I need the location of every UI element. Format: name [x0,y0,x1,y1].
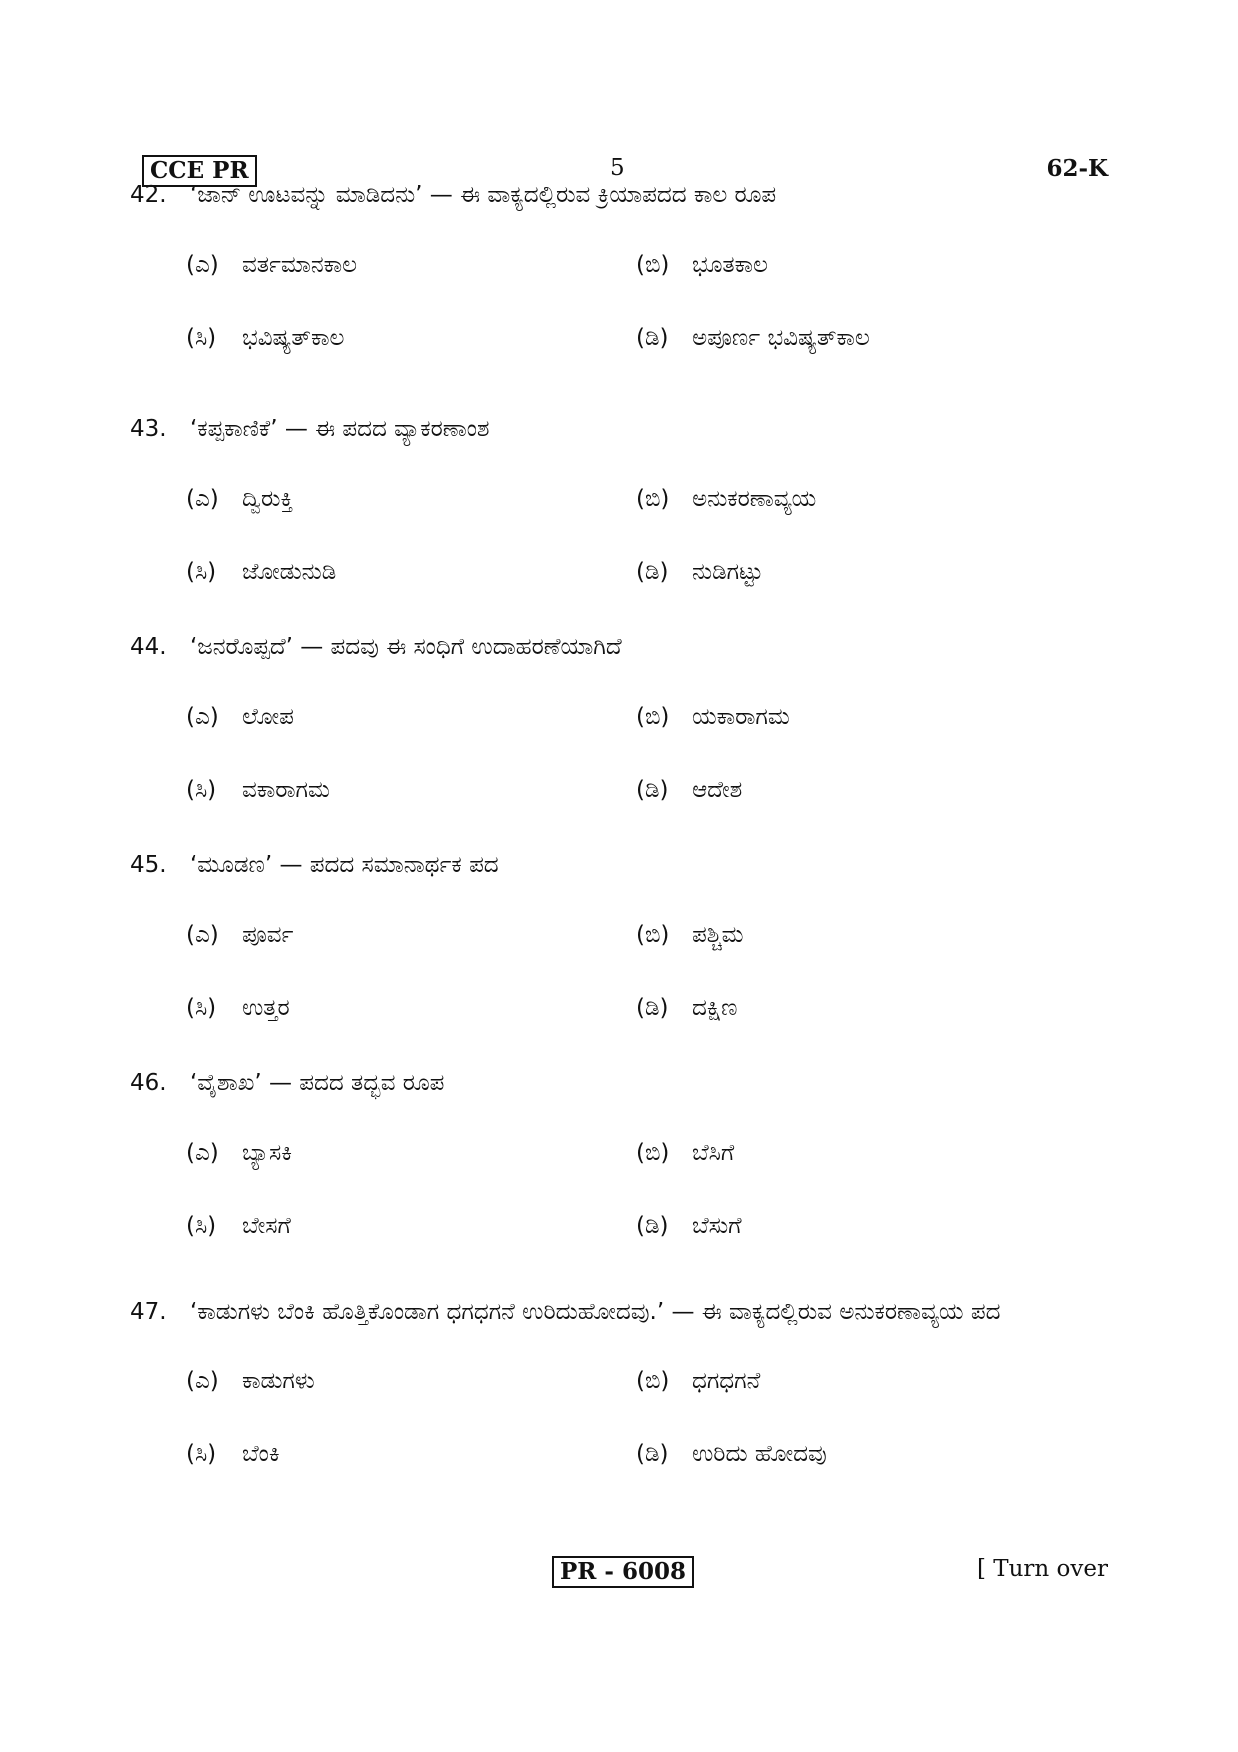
option-text: ನುಡಿಗಟ್ಟು [692,559,764,585]
options [130,250,1110,398]
option-text: ಬೆಸಿಗೆ [692,1140,735,1166]
option-label: (ಎ) [186,704,219,730]
option-a [186,1138,292,1168]
question-text: ‘ಮೂಡಣ’ — ಪದದ ಸಮಾನಾರ್ಥಕ ಪದ [190,852,499,878]
question-text: ‘ಜಾನ್ ಊಟವನ್ನು ಮಾಡಿದನು’ — ಈ ವಾಕ್ಯದಲ್ಲಿರುವ ಕ್ರಿಯಾಪದದ ಕಾಲ ರೂಪ [190,182,777,208]
question-44 [130,632,1110,850]
option-text: ಬೆಂಕಿ [242,1441,280,1467]
option-text: ಬ್ಯಾಸಕಿ [242,1140,292,1166]
question-text: ‘ವೈಶಾಖ’ — ಪದದ ತದ್ಭವ ರೂಪ [190,1070,445,1096]
option-label: (ಸಿ) [186,995,217,1021]
option-text: ಅಪೂರ್ಣ ಭವಿಷ್ಯತ್‌ಕಾಲ [692,325,870,351]
option-c [186,993,290,1023]
option-b [636,250,768,280]
option-c [186,1439,280,1469]
turn-over-note: [ Turn over [976,1556,1108,1582]
option-label: (ಎ) [186,1368,219,1394]
option-label: (ಎ) [186,1140,219,1166]
option-label: (ಡಿ) [636,559,669,585]
option-text: ಪಶ್ಚಿಮ [692,922,744,948]
option-text: ಭವಿಷ್ಯತ್‌ಕಾಲ [242,325,345,351]
option-d [636,323,870,353]
option-label: (ಎ) [186,486,219,512]
option-b [636,1366,760,1396]
option-a [186,702,294,732]
option-d [636,1211,742,1241]
question-number: 47. [130,1299,167,1325]
option-text: ಜೋಡುನುಡಿ [242,559,337,585]
option-text: ವರ್ತಮಾನಕಾಲ [242,252,358,278]
option-b [636,1138,734,1168]
options [130,1366,1110,1514]
option-label: (ಸಿ) [186,559,217,585]
option-label: (ಡಿ) [636,995,669,1021]
option-label: (ಬಿ) [636,486,670,512]
header-right-code: 62-K [1046,155,1108,182]
question-47 [130,1288,1110,1514]
question-text: ‘ಕಾಡುಗಳು ಬೆಂಕಿ ಹೊತ್ತಿಕೊಂಡಾಗ ಧಗಧಗನೆ ಉರಿದುಹೋದವು.’ — ಈ ವಾಕ್ಯದಲ್ಲಿರುವ ಅನುಕರಣಾವ್ಯಯ ಪದ [190,1299,1001,1325]
option-d [636,775,742,805]
option-a [186,250,357,280]
option-text: ಭೂತಕಾಲ [692,252,768,278]
option-label: (ಬಿ) [636,252,670,278]
option-a [186,920,293,950]
option-label: (ಡಿ) [636,1441,669,1467]
option-label: (ಡಿ) [636,1213,669,1239]
question-number: 45. [130,852,167,878]
options [130,920,1110,1068]
option-c [186,775,330,805]
option-text: ಉರಿದು ಹೋದವು [692,1441,827,1467]
question-text: ‘ಕಪ್ಪಕಾಣಿಕೆ’ — ಈ ಪದದ ವ್ಯಾಕರಣಾಂಶ [190,416,490,442]
options [130,484,1110,632]
option-text: ವಕಾರಾಗಮ [242,777,330,803]
option-a [186,1366,315,1396]
option-c [186,557,336,587]
question-42 [130,180,1110,398]
options [130,1138,1110,1286]
option-b [636,920,744,950]
option-label: (ಸಿ) [186,1441,217,1467]
option-label: (ಸಿ) [186,1213,217,1239]
option-label: (ಬಿ) [636,1368,670,1394]
option-c [186,1211,291,1241]
option-b [636,484,816,514]
option-text: ಬೆಸುಗೆ [692,1213,742,1239]
question-number: 43. [130,416,167,442]
footer-code-box: PR - 6008 [552,1556,694,1588]
option-label: (ಸಿ) [186,777,217,803]
option-label: (ಬಿ) [636,922,670,948]
option-text: ಲೋಪ [242,704,294,730]
option-label: (ಡಿ) [636,777,669,803]
option-b [636,702,790,732]
question-number: 42. [130,182,167,208]
footer-code [552,1556,694,1588]
option-d [636,557,763,587]
question-43 [130,414,1110,632]
option-text: ಯಕಾರಾಗಮ [692,704,790,730]
option-label: (ಬಿ) [636,1140,670,1166]
option-label: (ಸಿ) [186,325,217,351]
option-text: ಕಾಡುಗಳು [242,1368,315,1394]
header-code-box: CCE PR [142,155,257,187]
option-text: ಅನುಕರಣಾವ್ಯಯ [692,486,817,512]
options [130,702,1110,850]
question-number: 44. [130,634,167,660]
option-text: ದಕ್ಷಿಣ [692,995,738,1021]
page-number: 5 [610,155,625,181]
question-45 [130,850,1110,1068]
option-text: ಉತ್ತರ [242,995,290,1021]
question-46 [130,1068,1110,1286]
option-a [186,484,293,514]
option-label: (ಎ) [186,922,219,948]
option-d [636,993,738,1023]
option-text: ಬೇಸಗೆ [242,1213,291,1239]
question-text: ‘ಜನರೊಪ್ಪದೆ’ — ಪದವು ಈ ಸಂಧಿಗೆ ಉದಾಹರಣೆಯಾಗಿದೆ [190,634,622,660]
option-text: ಪೂರ್ವ [242,922,294,948]
option-text: ದ್ವಿರುಕ್ತಿ [242,486,294,512]
option-text: ಧಗಧಗನೆ [692,1368,761,1394]
option-text: ಆದೇಶ [692,777,743,803]
question-number: 46. [130,1070,167,1096]
option-d [636,1439,827,1469]
option-label: (ಎ) [186,252,219,278]
option-label: (ಬಿ) [636,704,670,730]
option-label: (ಡಿ) [636,325,669,351]
option-c [186,323,344,353]
